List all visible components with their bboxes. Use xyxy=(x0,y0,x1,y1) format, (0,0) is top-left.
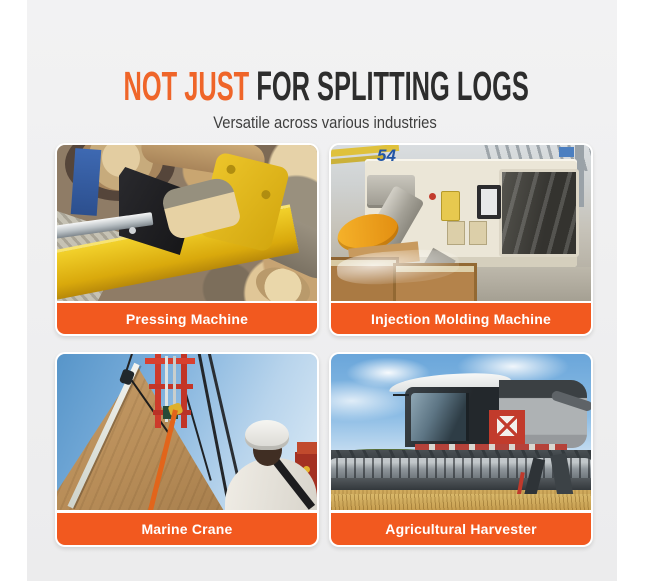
card-marine-crane xyxy=(55,352,319,547)
red-crane-post xyxy=(155,354,161,428)
page-title xyxy=(123,63,529,109)
beige-pad xyxy=(447,221,465,245)
blue-machine-post xyxy=(71,148,102,216)
card-pressing-machine xyxy=(55,143,319,336)
caption-pressing-machine: Pressing Machine xyxy=(57,303,317,334)
factory-floor xyxy=(471,267,591,301)
foreground-wheat xyxy=(331,494,591,510)
cab-window xyxy=(411,393,469,441)
crane-crossbar xyxy=(149,384,193,389)
bolt-hole xyxy=(226,164,237,175)
caption-marine-crane: Marine Crane xyxy=(57,513,317,545)
crane-crossbar xyxy=(145,358,195,364)
emergency-stop-button xyxy=(429,193,436,200)
page-subtitle: Versatile across various industries xyxy=(213,113,437,132)
card-injection-molding-machine xyxy=(329,143,593,336)
wedge-bolt xyxy=(129,227,136,234)
mirror-arm xyxy=(393,394,409,396)
machine-interior-opening xyxy=(499,169,579,257)
blue-fixture xyxy=(559,147,574,157)
red-crane-post xyxy=(181,354,187,428)
bolt-hole xyxy=(260,189,271,200)
red-deck-machinery-top xyxy=(297,442,317,454)
control-screen-display xyxy=(481,189,497,215)
title-highlight: NOT JUST xyxy=(123,63,250,109)
machine-number-label: 54 xyxy=(377,146,396,165)
brand-logo-mark xyxy=(497,416,517,436)
photo-marine-crane xyxy=(57,354,317,510)
title-rest: FOR SPLITTING LOGS xyxy=(256,63,529,109)
photo-log-splitter xyxy=(57,145,317,301)
caption-agricultural-harvester: Agricultural Harvester xyxy=(331,513,591,545)
yellow-access-panel xyxy=(441,191,460,221)
caption-injection-molding-machine: Injection Molding Machine xyxy=(331,303,591,334)
photo-combine-harvester xyxy=(331,354,591,510)
beige-pad xyxy=(469,221,487,245)
cutter-bar xyxy=(331,478,591,490)
white-hard-hat xyxy=(245,420,289,450)
photo-injection-molding xyxy=(331,145,591,301)
card-agricultural-harvester xyxy=(329,352,593,547)
